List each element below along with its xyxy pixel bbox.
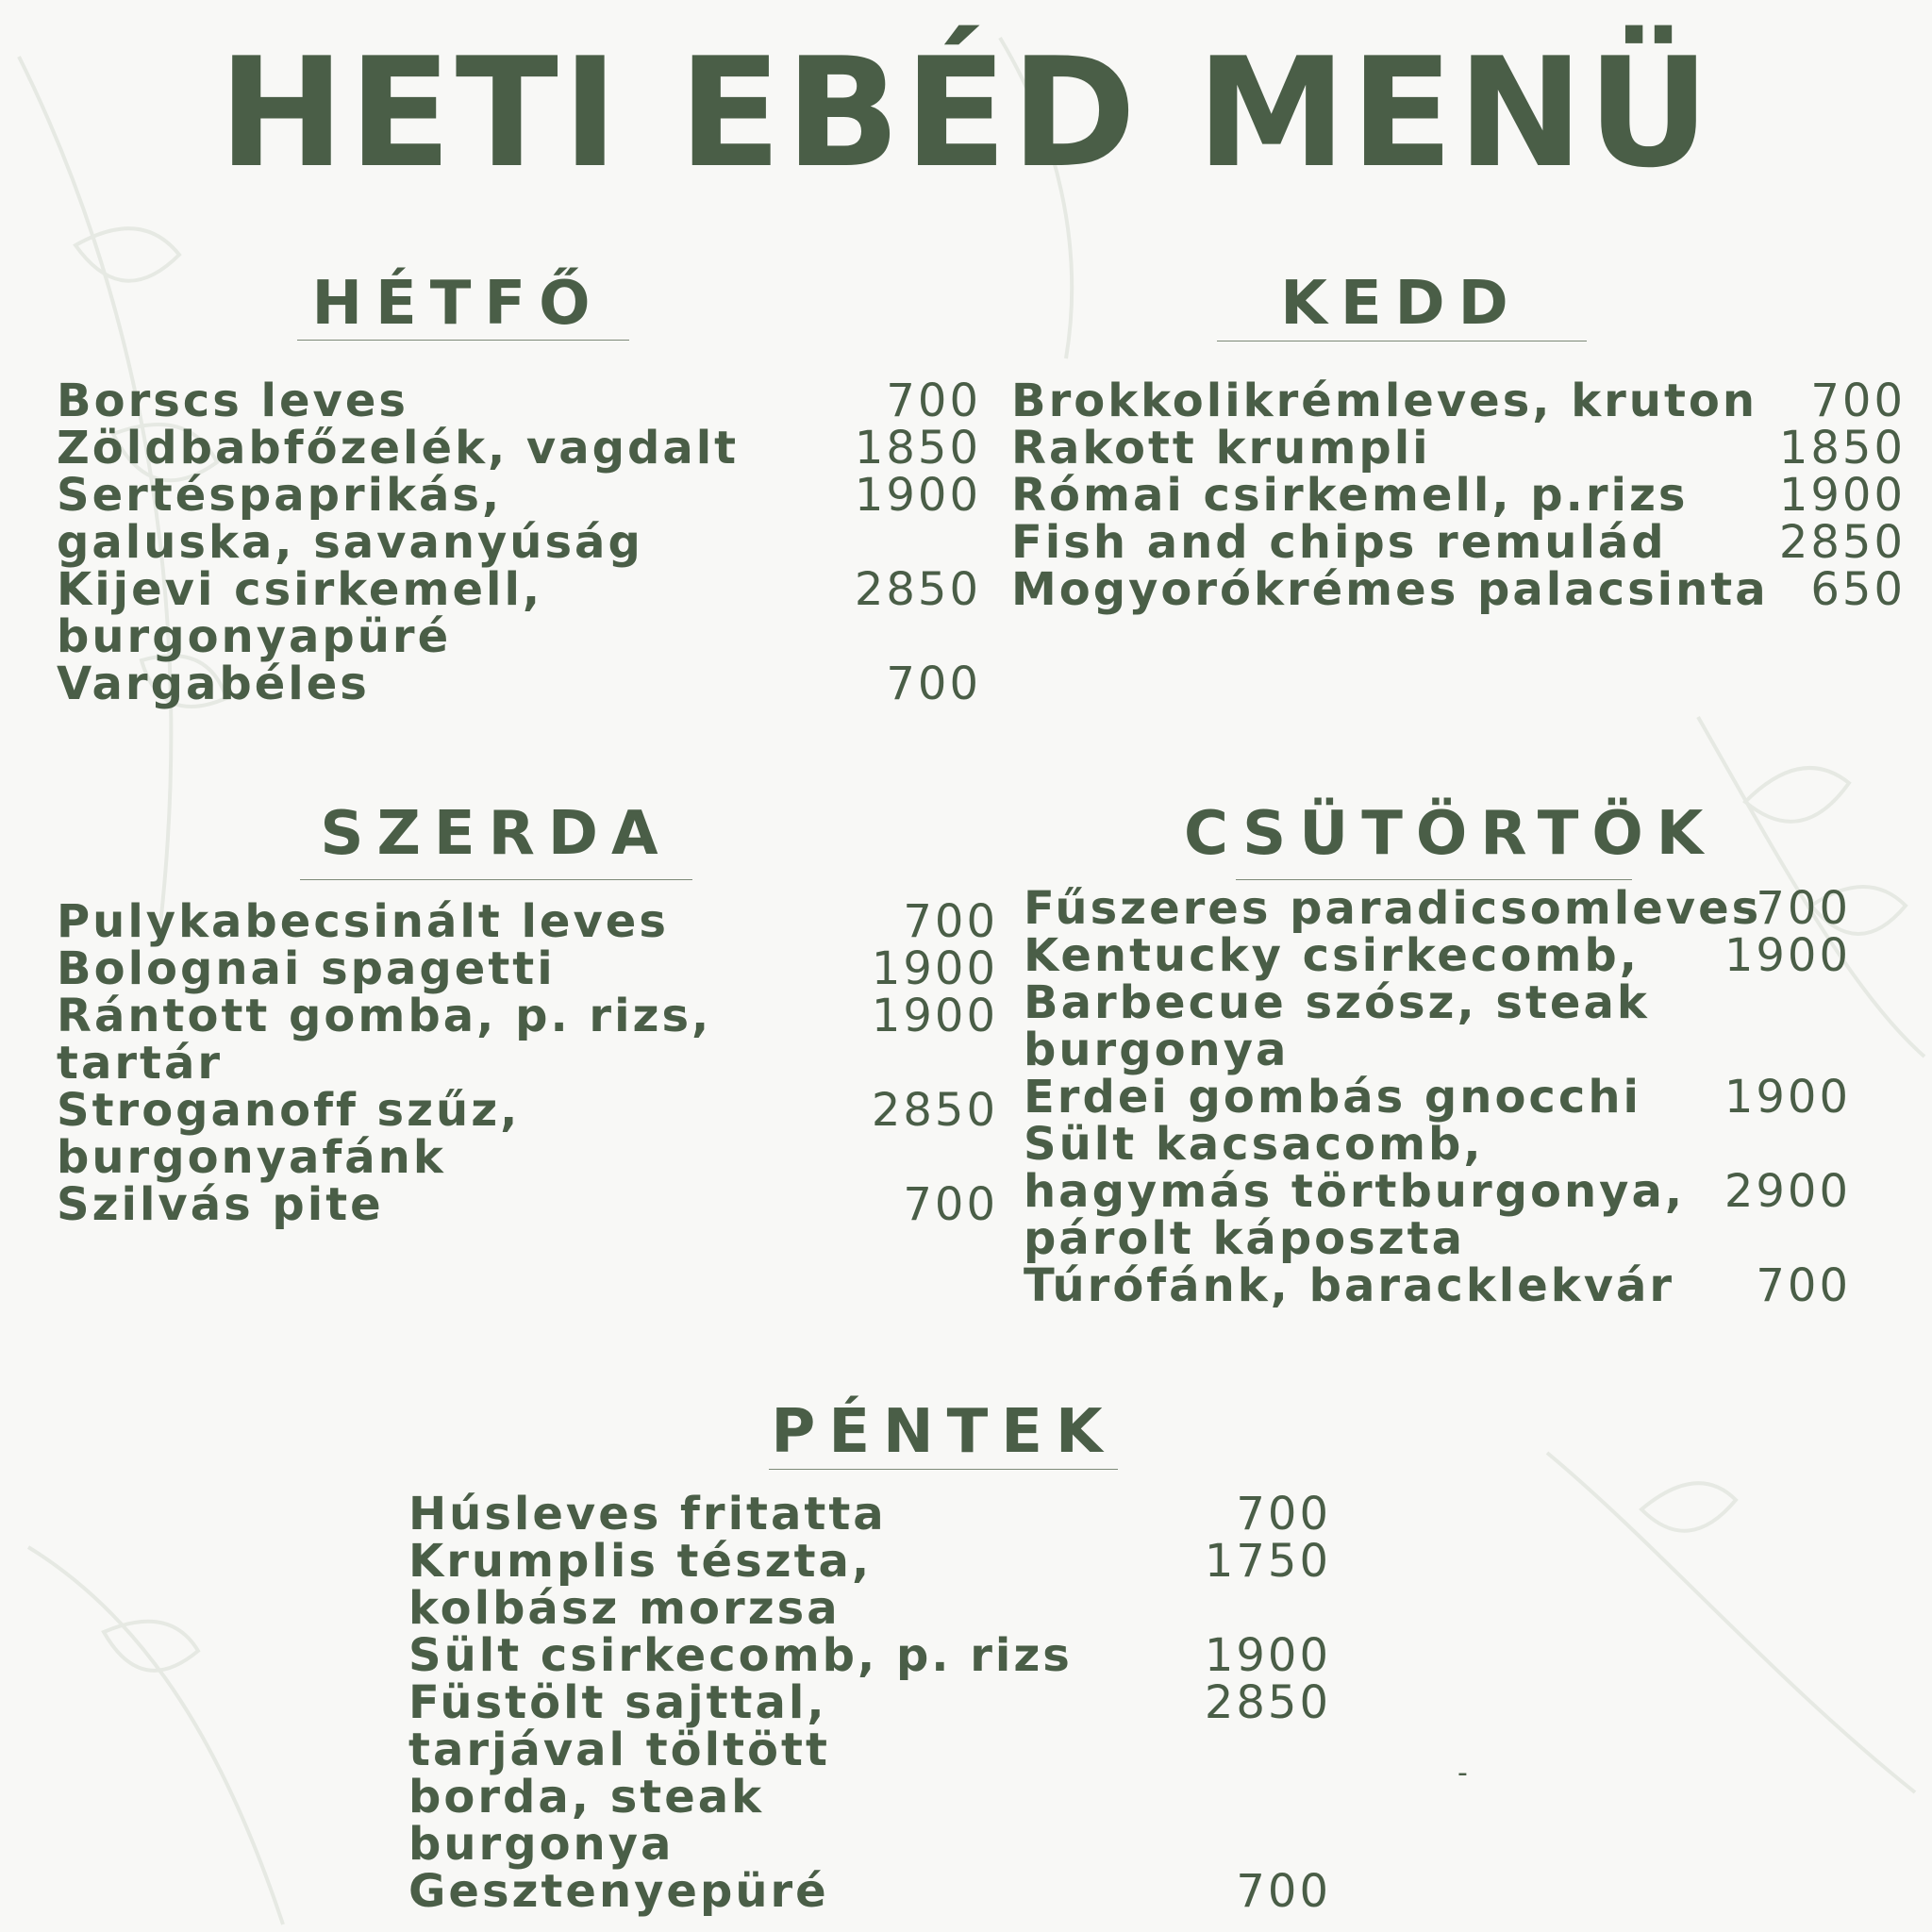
- menu-item-name: Bolognai spagetti: [57, 942, 556, 995]
- menu-item-name: Stroganoff szűz, burgonyafánk: [57, 1084, 521, 1184]
- menu-item-price: 700: [1756, 882, 1851, 935]
- menu-item-price: 1750: [1204, 1535, 1331, 1588]
- menu-item-price: 1900: [1724, 929, 1851, 982]
- menu-item-name: Sült kacsacomb, hagymás törtburgonya, párolt káposzta: [1024, 1118, 1686, 1265]
- menu-list-tuesday: [1011, 375, 1906, 616]
- menu-item-price: 1850: [1778, 422, 1906, 475]
- menu-item: [1011, 563, 1906, 616]
- menu-item: [1011, 422, 1906, 475]
- heading-underline: [297, 340, 629, 341]
- menu-item: [57, 469, 981, 569]
- menu-item: [1024, 882, 1851, 935]
- menu-item-name: Zöldbabfőzelék, vagdalt: [57, 422, 740, 475]
- menu-item-name: Sertéspaprikás, galuska, savanyúság: [57, 469, 643, 569]
- menu-item-price: 700: [903, 1178, 998, 1231]
- menu-item-name: Rakott krumpli: [1011, 422, 1431, 475]
- menu-item-name: Füstölt sajttal, tarjával töltött borda, steak burgonya: [408, 1676, 830, 1871]
- stray-dash: -: [1457, 1757, 1468, 1790]
- menu-item-price: 700: [1236, 1488, 1331, 1541]
- menu-item-price: 700: [1756, 1259, 1851, 1312]
- menu-item-name: Kentucky csirkecomb, Barbecue szósz, steak burgonya: [1024, 929, 1650, 1076]
- menu-item: [1011, 516, 1906, 569]
- menu-item-name: Római csirkemell, p.rizs: [1011, 469, 1689, 522]
- menu-item: [57, 1178, 998, 1231]
- menu-item-name: Krumplis tészta, kolbász morzsa: [408, 1535, 873, 1635]
- menu-item-price: 700: [1236, 1865, 1331, 1918]
- menu-item: [1024, 1071, 1851, 1124]
- menu-item: [408, 1488, 1331, 1541]
- menu-item: [408, 1535, 1331, 1635]
- day-heading-thursday: CSÜTÖRTÖK: [1184, 799, 1717, 869]
- menu-item: [1024, 1118, 1851, 1265]
- heading-underline: [1236, 879, 1632, 880]
- menu-item: [1024, 1259, 1851, 1312]
- menu-item-name: Gesztenyepüré: [408, 1865, 829, 1918]
- day-heading-monday: HÉTFŐ: [311, 269, 604, 339]
- menu-item-name: Erdei gombás gnocchi: [1024, 1071, 1641, 1124]
- heading-underline: [300, 879, 692, 880]
- menu-item-name: Szilvás pite: [57, 1178, 384, 1231]
- menu-item: [57, 660, 981, 708]
- menu-item-price: 1900: [871, 942, 998, 995]
- menu-item-price: 2850: [854, 563, 981, 616]
- menu-item-name: Sült csirkecomb, p. rizs: [408, 1629, 1073, 1682]
- menu-item-price: 2850: [1778, 516, 1906, 569]
- menu-item: [57, 990, 998, 1090]
- menu-item-price: 1900: [1724, 1071, 1851, 1124]
- menu-list-thursday: [1024, 882, 1851, 1312]
- menu-item-price: 700: [886, 375, 981, 427]
- menu-item-price: 1900: [1778, 469, 1906, 522]
- menu-title: HETI EBÉD MENÜ: [218, 25, 1714, 201]
- menu-item-name: Pulykabecsinált leves: [57, 895, 669, 948]
- menu-item: [408, 1676, 1331, 1871]
- menu-item: [408, 1629, 1331, 1682]
- menu-item-price: 650: [1810, 563, 1906, 616]
- menu-item: [1011, 469, 1906, 522]
- menu-item-price: 700: [1810, 375, 1906, 427]
- menu-item-price: 2900: [1724, 1165, 1851, 1218]
- menu-item-name: Fűszeres paradicsomleves: [1024, 882, 1762, 935]
- menu-item-name: Húsleves fritatta: [408, 1488, 887, 1541]
- menu-item-name: Rántott gomba, p. rizs, tartár: [57, 990, 712, 1090]
- menu-list-wednesday: [57, 895, 998, 1231]
- menu-item-name: Kijevi csirkemell, burgonyapüré: [57, 563, 543, 663]
- menu-item: [1024, 929, 1851, 1076]
- menu-item: [57, 1084, 998, 1184]
- menu-item-name: Mogyorókrémes palacsinta: [1011, 563, 1769, 616]
- menu-item-price: 1900: [1204, 1629, 1331, 1682]
- heading-underline: [769, 1469, 1118, 1470]
- menu-item: [57, 377, 981, 425]
- menu-item-name: Fish and chips remulád: [1011, 516, 1667, 569]
- menu-item-price: 1900: [871, 990, 998, 1042]
- day-heading-wednesday: SZERDA: [320, 799, 672, 869]
- menu-item-price: 1850: [854, 422, 981, 475]
- menu-list-friday: [408, 1488, 1331, 1918]
- menu-item-price: 2850: [1204, 1676, 1331, 1729]
- menu-item: [408, 1865, 1331, 1918]
- menu-item-price: 2850: [871, 1084, 998, 1137]
- menu-item: [57, 422, 981, 475]
- menu-item-name: Vargabéles: [57, 658, 370, 710]
- menu-item-price: 1900: [854, 469, 981, 522]
- menu-item: [57, 895, 998, 948]
- day-heading-friday: PÉNTEK: [771, 1397, 1116, 1467]
- day-heading-tuesday: KEDD: [1280, 269, 1522, 339]
- menu-item: [1011, 377, 1906, 425]
- menu-item-name: Túrófánk, baracklekvár: [1024, 1259, 1675, 1312]
- menu-item-name: Brokkolikrémleves, kruton: [1011, 375, 1758, 427]
- menu-item-name: Borscs leves: [57, 375, 408, 427]
- menu-item: [57, 942, 998, 995]
- menu-item-price: 700: [903, 895, 998, 948]
- menu-item-price: 700: [886, 658, 981, 710]
- menu-item: [57, 563, 981, 663]
- menu-list-monday: [57, 377, 981, 708]
